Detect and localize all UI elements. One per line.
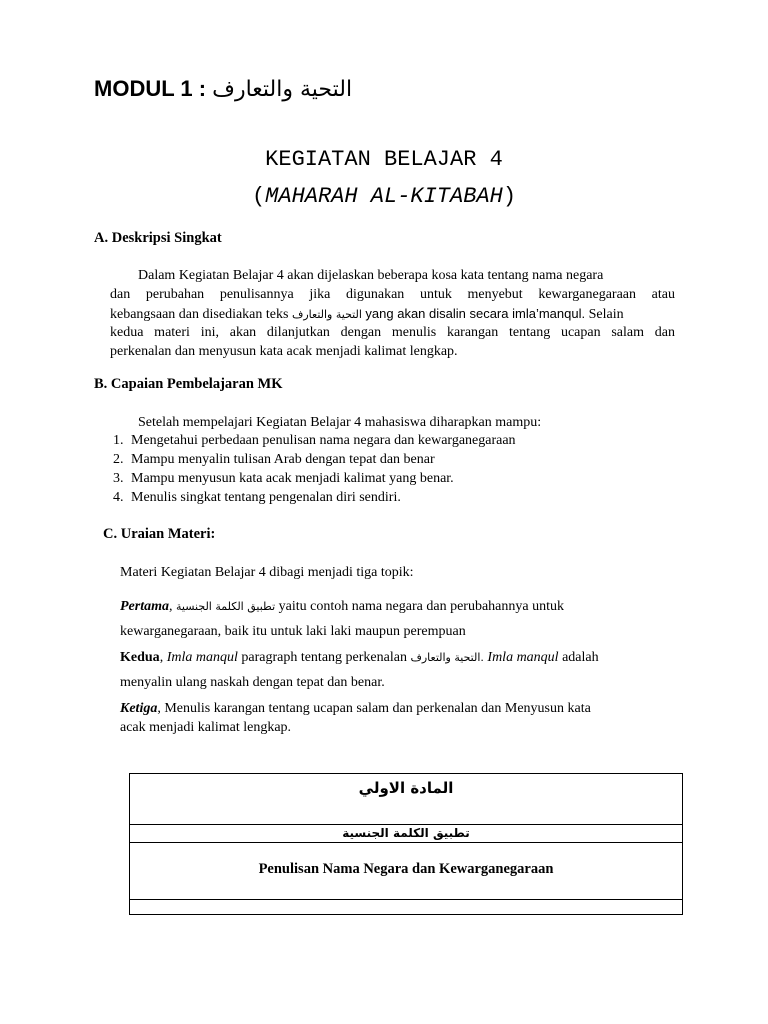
section-c-heading: C. Uraian Materi: xyxy=(103,526,216,542)
pertama-arabic: تطبيق الكلمة الجنسية xyxy=(176,600,276,613)
list-item: 2. Mampu menyalin tulisan Arab dengan tepat dan benar xyxy=(113,452,435,467)
module-arabic-title: التحية والتعارف xyxy=(212,77,353,102)
pertama-line2: kewarganegaraan, baik itu untuk laki laki maupun perempuan xyxy=(120,624,466,639)
topic-ketiga xyxy=(120,699,675,737)
paragraph-line: kedua materi ini, akan dilanjutkan dengan menulis karangan tentang ucapan salam dan xyxy=(110,325,675,340)
ketiga-label: Ketiga xyxy=(120,701,158,716)
kedua-line2: menyalin ulang naskah dengan tepat dan benar. xyxy=(120,675,385,690)
table-row xyxy=(130,774,682,825)
topic-pertama xyxy=(120,597,675,641)
list-item: 4. Menulis singkat tentang pengenalan diri sendiri. xyxy=(113,490,401,505)
section-c-intro: Materi Kegiatan Belajar 4 dibagi menjadi tiga topik: xyxy=(120,565,414,580)
line3-start: kebangsaan dan disediakan teks xyxy=(110,307,289,322)
paragraph-line: Dalam Kegiatan Belajar 4 akan dijelaskan beberapa kosa kata tentang nama negara xyxy=(138,268,604,283)
list-item: 3. Mampu menyusun kata acak menjadi kalimat yang benar. xyxy=(113,471,454,486)
kedua-label: Kedua xyxy=(120,650,160,665)
table-row xyxy=(130,843,682,900)
pertama-line1: Pertama, تطبيق الكلمة الجنسية yaitu contoh nama negara dan perubahannya untuk xyxy=(120,599,564,614)
paragraph-line: dan perubahan penulisannya jika digunakan untuk menyebut kewarganegaraan atau xyxy=(110,287,675,302)
module-label: MODUL 1 : xyxy=(94,76,207,101)
topic-kedua xyxy=(120,648,675,692)
line3-sans: yang akan disalin secara imla’manqul. xyxy=(365,306,586,321)
kegiatan-subtitle-line xyxy=(0,184,768,209)
table-row xyxy=(130,900,682,914)
ketiga-line2: acak menjadi kalimat lengkap. xyxy=(120,720,292,735)
pertama-rest: yaitu contoh nama negara dan perubahannya untuk xyxy=(278,599,564,614)
subtitle-close-paren: ) xyxy=(502,184,517,209)
section-b-intro: Setelah mempelajari Kegiatan Belajar 4 mahasiswa diharapkan mampu: xyxy=(138,415,542,430)
paragraph-line: perkenalan dan menyusun kata acak menjadi kalimat lengkap. xyxy=(110,344,458,359)
line3-end: Selain xyxy=(588,307,624,322)
pertama-label: Pertama xyxy=(120,599,169,614)
section-b-heading: B. Capaian Pembelajaran MK xyxy=(94,376,283,392)
ketiga-line1: Ketiga, Menulis karangan tentang ucapan salam dan perkenalan dan Menyusun kata xyxy=(120,701,591,716)
table-row xyxy=(130,825,682,843)
table-arabic-subtitle: تطبيق الكلمة الجنسية xyxy=(342,826,470,840)
section-a-paragraph xyxy=(110,266,675,361)
kegiatan-title: KEGIATAN BELAJAR 4 xyxy=(265,147,503,172)
kegiatan-subtitle: MAHARAH AL-KITABAH xyxy=(265,184,503,209)
list-item: 1. Mengetahui perbedaan penulisan nama negara dan kewarganegaraan xyxy=(113,433,516,448)
paragraph-line xyxy=(110,304,675,323)
capaian-list xyxy=(113,431,516,507)
table-arabic-title: المادة الاولي xyxy=(358,779,454,797)
line3-arabic: التحية والتعارف xyxy=(291,308,362,321)
module-title xyxy=(94,76,352,102)
kedua-line1: Kedua, Imla manqul paragraph tentang perkenalan التحية والتعارف. Imla manqul adalah xyxy=(120,650,599,665)
materi-table xyxy=(129,773,683,915)
section-a-heading: A. Deskripsi Singkat xyxy=(94,230,222,246)
subtitle-open-paren: ( xyxy=(251,184,266,209)
kedua-italic1: Imla manqul xyxy=(166,650,238,665)
kedua-italic2: Imla manqul xyxy=(487,650,559,665)
table-title: Penulisan Nama Negara dan Kewarganegaraan xyxy=(258,861,554,877)
kedua-arabic: التحية والتعارف. xyxy=(410,651,484,664)
